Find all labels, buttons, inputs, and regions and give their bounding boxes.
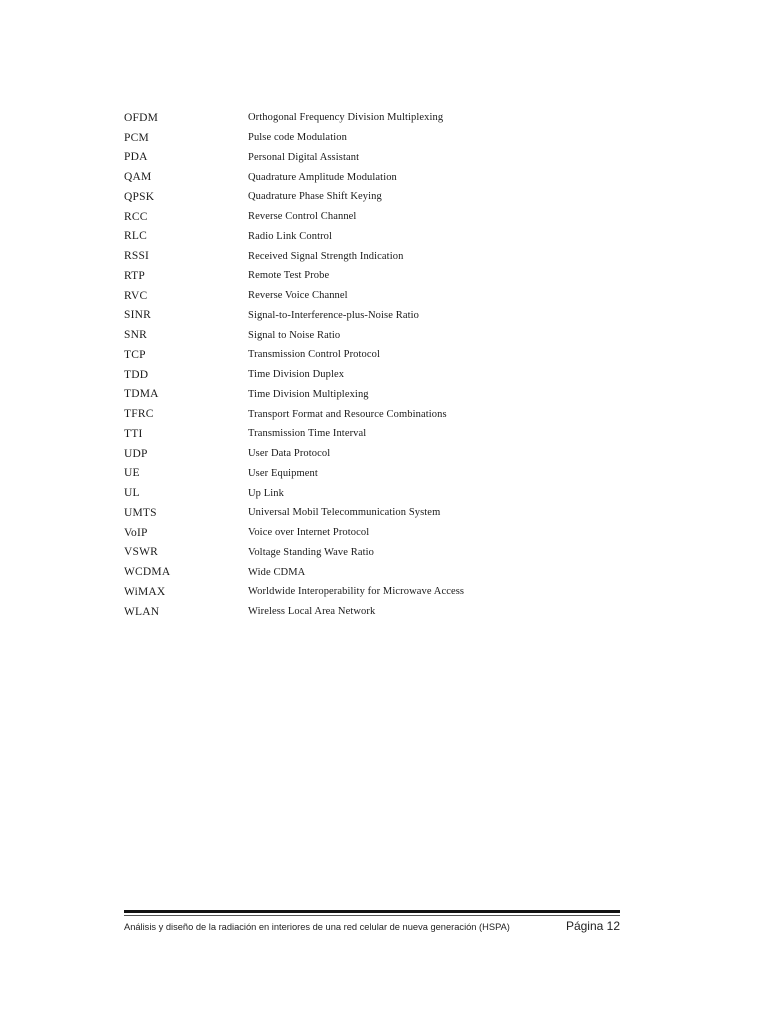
list-item — [124, 108, 644, 128]
list-item — [124, 246, 644, 266]
abbreviation: OFDM — [124, 111, 159, 124]
abbreviation-definition: Universal Mobil Telecommunication System — [248, 507, 441, 519]
list-item — [124, 187, 644, 207]
abbreviation-definition: Up Link — [248, 487, 284, 499]
list-item — [124, 286, 644, 306]
list-item — [124, 365, 644, 385]
abbreviation: PCM — [124, 131, 149, 144]
abbreviation: RCC — [124, 210, 148, 223]
page-footer — [124, 919, 620, 933]
abbreviation-definition: Radio Link Control — [248, 230, 333, 242]
abbreviation: WCDMA — [124, 566, 171, 579]
abbreviation: QAM — [124, 171, 152, 184]
abbreviation-definition: Time Division Duplex — [248, 369, 345, 381]
abbreviation: RLC — [124, 230, 147, 243]
abbreviation: UMTS — [124, 506, 157, 519]
abbreviation-definition: Quadrature Phase Shift Keying — [248, 191, 382, 203]
abbreviation: TTI — [124, 427, 143, 440]
abbreviation: WLAN — [124, 605, 160, 618]
abbreviation: QPSK — [124, 190, 155, 203]
list-item — [124, 424, 644, 444]
list-item — [124, 266, 644, 286]
abbreviation-definition: Signal to Noise Ratio — [248, 329, 341, 341]
list-item — [124, 464, 644, 484]
abbreviation: TCP — [124, 348, 146, 361]
list-item — [124, 345, 644, 365]
list-item — [124, 325, 644, 345]
abbreviation: PDA — [124, 151, 148, 164]
abbreviation: UL — [124, 487, 140, 500]
abbreviation-definition: Personal Digital Assistant — [248, 151, 360, 163]
abbreviation: RSSI — [124, 250, 150, 263]
abbreviation-definition: Received Signal Strength Indication — [248, 250, 404, 262]
list-item — [124, 306, 644, 326]
list-item — [124, 207, 644, 227]
abbreviation-definition: Voltage Standing Wave Ratio — [248, 546, 374, 558]
list-item — [124, 543, 644, 563]
abbreviation-definition: Wide CDMA — [248, 566, 306, 578]
abbreviation: SINR — [124, 309, 152, 322]
abbreviation: SNR — [124, 329, 147, 342]
abbreviation-definition: Worldwide Interoperability for Microwave Access — [248, 586, 465, 598]
page-number: Página 12 — [565, 919, 620, 933]
list-item — [124, 404, 644, 424]
abbreviation: WiMAX — [124, 585, 166, 598]
footer-divider-thin — [124, 915, 620, 916]
list-item — [124, 523, 644, 543]
list-item — [124, 128, 644, 148]
list-item — [124, 582, 644, 602]
footer-divider — [124, 910, 620, 913]
abbreviation: TDMA — [124, 388, 159, 401]
abbreviation: UDP — [124, 447, 148, 460]
abbreviation-definition: Reverse Control Channel — [248, 211, 357, 223]
abbreviation-definition: Pulse code Modulation — [248, 132, 347, 144]
abbreviation-definition: Quadrature Amplitude Modulation — [248, 171, 397, 183]
list-item — [124, 148, 644, 168]
list-item — [124, 444, 644, 464]
abbreviation-definition: Remote Test Probe — [248, 270, 330, 282]
abbreviation-definition: Transmission Time Interval — [248, 428, 367, 440]
abbreviation-definition: Transport Format and Resource Combinations — [248, 408, 447, 420]
abbreviation-definition: Reverse Voice Channel — [248, 290, 348, 302]
list-item — [124, 227, 644, 247]
list-item — [124, 562, 644, 582]
abbreviation: VoIP — [124, 526, 148, 539]
list-item — [124, 385, 644, 405]
footer-document-title: Análisis y diseño de la radiación en interiores de una red celular de nueva generación (HSPA) — [124, 922, 510, 932]
abbreviation-definition: User Data Protocol — [248, 448, 331, 460]
list-item — [124, 483, 644, 503]
list-item — [124, 602, 644, 622]
list-item — [124, 503, 644, 523]
abbreviation: RVC — [124, 289, 148, 302]
abbreviation-list — [124, 108, 644, 622]
abbreviation-definition: Transmission Control Protocol — [248, 349, 381, 361]
abbreviation-definition: Time Division Multiplexing — [248, 388, 369, 400]
abbreviation-definition: Signal-to-Interference-plus-Noise Ratio — [248, 309, 419, 321]
abbreviation: RTP — [124, 269, 146, 282]
abbreviation-definition: Voice over Internet Protocol — [248, 527, 370, 539]
abbreviation-definition: Orthogonal Frequency Division Multiplexing — [248, 112, 444, 124]
abbreviation: UE — [124, 467, 140, 480]
abbreviation: VSWR — [124, 546, 159, 559]
abbreviation-definition: User Equipment — [248, 467, 318, 479]
abbreviation-definition: Wireless Local Area Network — [248, 606, 376, 618]
abbreviation: TDD — [124, 368, 149, 381]
list-item — [124, 167, 644, 187]
abbreviation: TFRC — [124, 408, 154, 421]
